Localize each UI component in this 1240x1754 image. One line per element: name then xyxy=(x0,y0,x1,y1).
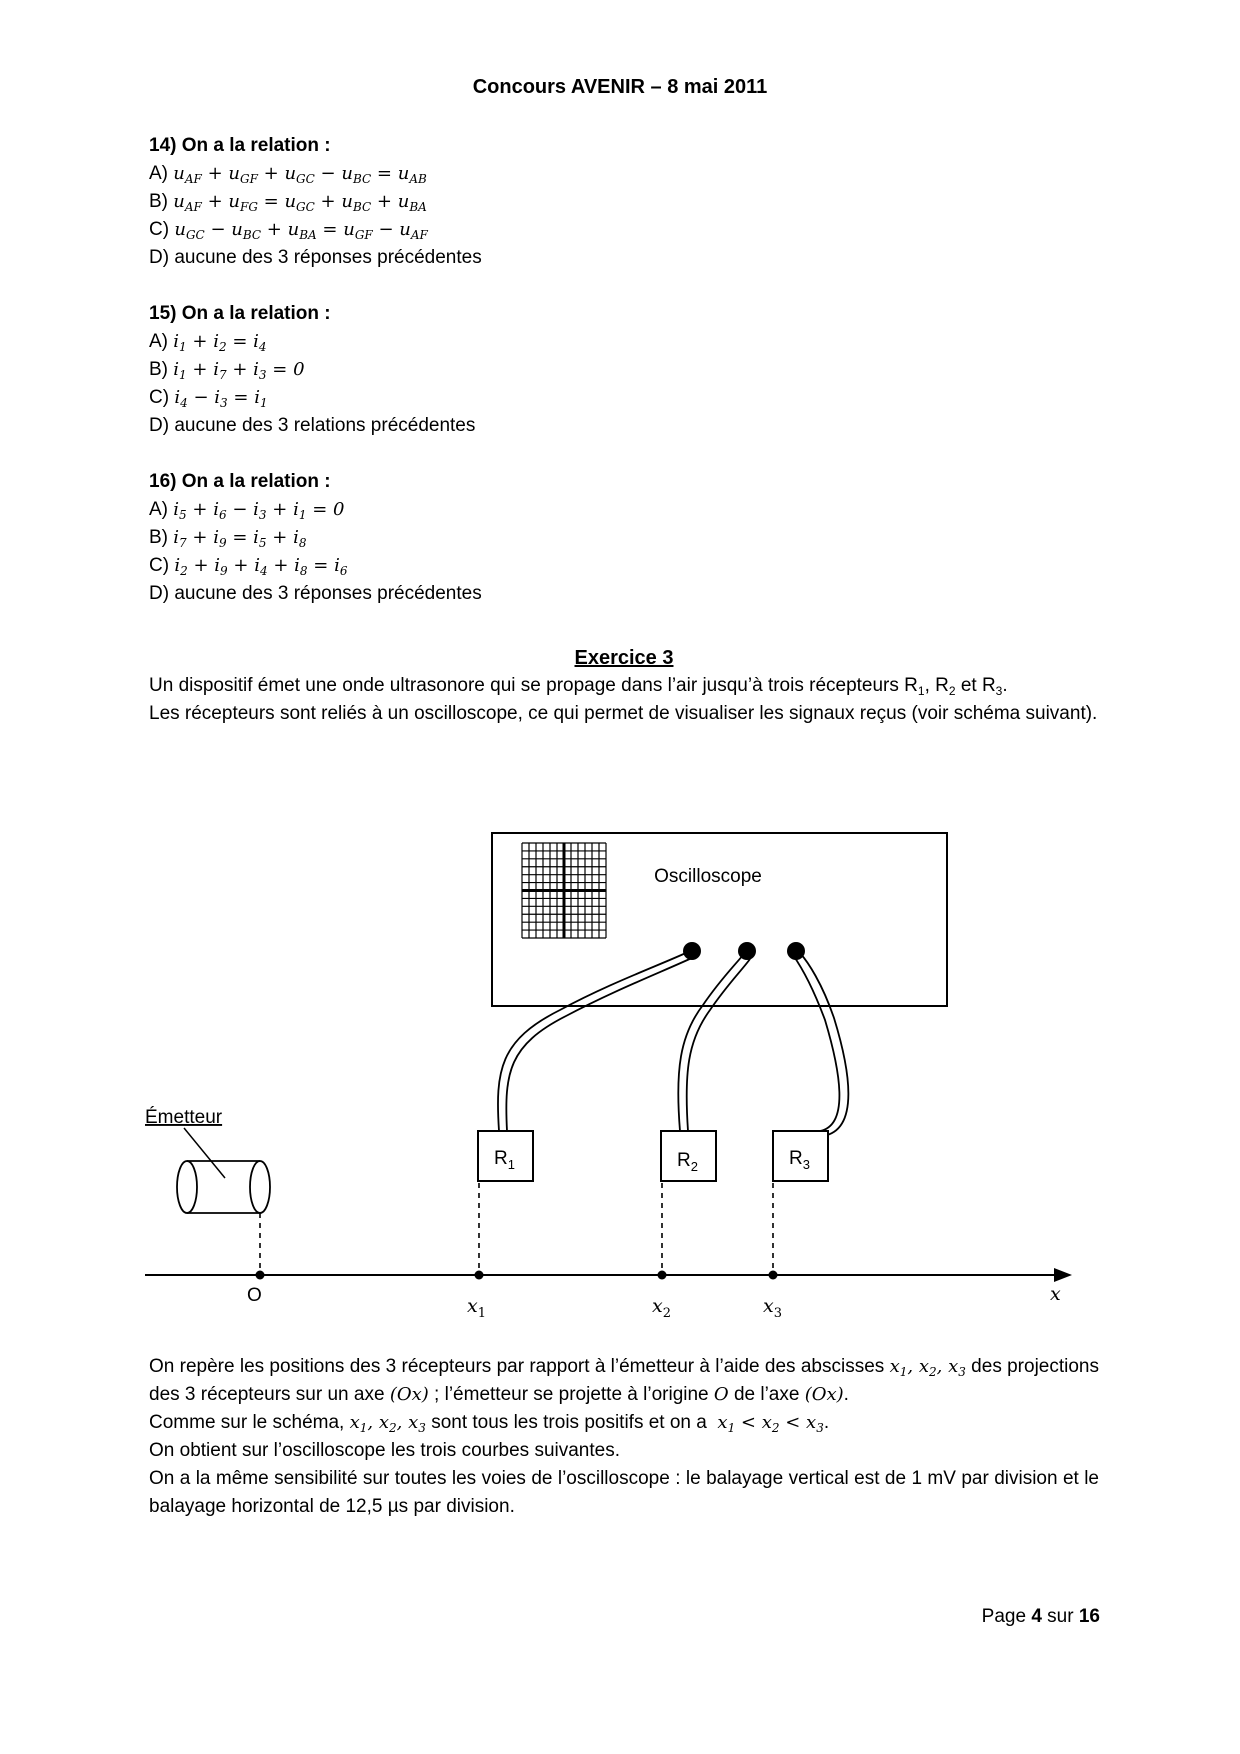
option-d: D) aucune des 3 réponses précédentes xyxy=(149,583,482,604)
option-c: C) $i_4 - i_3 = i_1$ xyxy=(149,387,268,410)
option-b: B) $u_{AF} + u_{FG} = u_{GC} + u_{BC} + u_{BA}$ xyxy=(149,191,427,214)
x2-point xyxy=(658,1271,667,1280)
axis-label: x xyxy=(1050,1283,1061,1305)
cable-3a xyxy=(793,955,839,1131)
x3-label: $x_3$ xyxy=(763,1295,782,1321)
option-c: C) $u_{GC} - u_{BC} + u_{BA} = u_{GF} - u_{AF}$ xyxy=(149,219,428,242)
option-a: A) $i_5 + i_6 - i_3 + i_1 = 0$ xyxy=(149,499,345,522)
cable-1b xyxy=(506,957,694,1131)
x3-point xyxy=(769,1271,778,1280)
exercise-intro-1: Un dispositif émet une onde ultrasonore qui se propage dans l’air jusqu’à trois récepteurs $R_1$, $R_2$ et $R_3$. xyxy=(149,675,1008,698)
page-title: Concours AVENIR – 8 mai 2011 xyxy=(472,76,768,98)
option-b: B) $i_7 + i_9 = i_5 + i_8$ xyxy=(149,527,307,550)
x-axis-arrow xyxy=(1054,1268,1072,1282)
body-paragraph-3: On obtient sur l’oscilloscope les trois courbes suivantes. xyxy=(149,1440,621,1461)
exercise-title: Exercice 3 xyxy=(574,647,674,669)
cables xyxy=(498,952,848,1136)
question-title: 14) On a la relation : xyxy=(149,135,331,156)
exercise-body xyxy=(149,1353,1099,1521)
cable-2a xyxy=(678,955,743,1131)
option-a: A) $i_1 + i_2 = i_4$ xyxy=(149,331,267,354)
projection-lines xyxy=(260,1183,773,1275)
emitter-pointer xyxy=(184,1128,225,1178)
exercise-intro-2: Les récepteurs sont reliés à un oscilloscope, ce qui permet de visualiser les signaux reçus (voir schéma suivant). xyxy=(149,703,1098,724)
page-number: 4 xyxy=(1031,1606,1042,1627)
emitter-icon xyxy=(177,1161,270,1213)
body-paragraph-1: On repère les positions des 3 récepteurs par rapport à l’émetteur à l’aide des abscisses $x_1$, $x_2$, $x_3$ des projections des 3 récepteurs sur un axe (Ox) ; l’émetteur se projette à l’origine O de l’axe (Ox). xyxy=(149,1356,1099,1405)
option-d: D) aucune des 3 réponses précédentes xyxy=(149,247,482,268)
origin-label: O xyxy=(247,1285,262,1306)
x1-point xyxy=(475,1271,484,1280)
terminal-3 xyxy=(787,942,805,960)
oscilloscope-label: Oscilloscope xyxy=(654,866,762,887)
option-d: D) aucune des 3 relations précédentes xyxy=(149,415,476,436)
option-c: C) $i_2 + i_9 + i_4 + i_8 = i_6$ xyxy=(149,555,348,578)
cable-1a xyxy=(498,952,688,1131)
question-title: 16) On a la relation : xyxy=(149,471,331,492)
body-paragraph-4: On a la même sensibilité sur toutes les voies de l’oscilloscope : le balayage vertical est de 1 mV par division et le balayage horizontal de 12,5 µs par division. xyxy=(149,1468,1099,1517)
emitter-label: Émetteur xyxy=(145,1107,223,1128)
option-a: A) $u_{AF} + u_{GF} + u_{GC} - u_{BC} = u_{AB}$ xyxy=(149,163,427,186)
x1-label: $x_1$ xyxy=(467,1295,486,1321)
page-footer: Page 4 sur 16 xyxy=(981,1606,1100,1627)
option-b: B) $i_1 + i_7 + i_3 = 0$ xyxy=(149,359,305,382)
receiver-r2-label: $R_2$ xyxy=(677,1150,698,1174)
receiver-r3-label: $R_3$ xyxy=(789,1148,810,1172)
oscilloscope-screen-grid xyxy=(522,843,606,938)
origin-point xyxy=(256,1271,265,1280)
receiver-r1-label: $R_1$ xyxy=(494,1148,515,1172)
question-title: 15) On a la relation : xyxy=(149,303,331,324)
body-paragraph-2: Comme sur le schéma, $x_1$, $x_2$, $x_3$ sont tous les trois positifs et on a $x_1 < x_2 < x_3$. xyxy=(149,1412,830,1435)
page-total: 16 xyxy=(1078,1606,1100,1627)
x2-label: $x_2$ xyxy=(652,1295,671,1321)
